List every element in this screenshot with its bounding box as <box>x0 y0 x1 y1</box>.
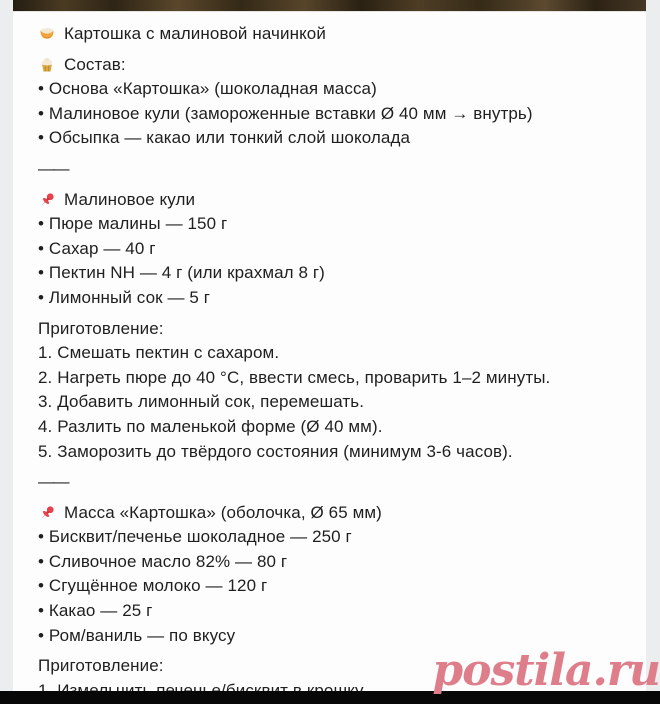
recipe-title <box>38 22 628 47</box>
composition-item: • Обсыпка — какао или тонкий слой шоколада <box>38 128 411 148</box>
coulis-preparation <box>38 317 628 465</box>
shell-header <box>38 501 628 526</box>
cupcake-emoji-icon <box>38 56 56 74</box>
preparation-step: 5. Заморозить до твёрдого состояния (минимум 3-6 часов). <box>38 441 513 461</box>
preparation-step: 1. Смешать пектин с сахаром. <box>38 343 280 363</box>
preparation-step: 2. Нагреть пюре до 40 °C, ввести смесь, проварить 1–2 минуты. <box>38 367 551 387</box>
recipe-title-text: Картошка с малиновой начинкой <box>64 24 326 43</box>
ingredient-item: • Пюре малины — 150 г <box>38 214 228 234</box>
ingredient-item: • Лимонный сок — 5 г <box>38 287 211 307</box>
post-card <box>13 0 646 691</box>
coulis-header-text: Малиновое кули <box>64 189 196 209</box>
ingredient-item: • Сахар — 40 г <box>38 238 156 258</box>
composition-header-text: Состав: <box>64 54 126 74</box>
pushpin-emoji-icon <box>38 191 56 209</box>
composition-item: • Малиновое кули (замороженные вставки Ø 40 мм → внутрь) <box>38 103 533 123</box>
preparation-label: Приготовление: <box>38 656 164 676</box>
recipe-text <box>13 12 646 703</box>
shell-section <box>38 501 628 649</box>
ingredient-item: • Бисквит/печенье шоколадное — 250 г <box>38 527 352 547</box>
divider: —— <box>38 472 67 492</box>
postila-watermark: postila.ru <box>432 645 660 696</box>
preparation-step: 4. Разлить по маленькой форме (Ø 40 мм). <box>38 416 383 436</box>
dessert-emoji-icon <box>38 25 56 43</box>
coulis-section <box>38 188 628 311</box>
divider: —— <box>38 158 67 178</box>
ingredient-item: • Какао — 25 г <box>38 601 153 621</box>
ingredient-item: • Сгущённое молоко — 120 г <box>38 576 268 596</box>
composition-section <box>38 53 628 151</box>
ingredient-item: • Пектин NH — 4 г (или крахмал 8 г) <box>38 263 325 283</box>
ingredient-item: • Ром/ваниль — по вкусу <box>38 625 236 645</box>
composition-item: • Основа «Картошка» (шоколадная масса) <box>38 79 377 99</box>
composition-header <box>38 53 628 78</box>
preparation-label: Приготовление: <box>38 318 164 338</box>
pushpin-emoji-icon <box>38 504 56 522</box>
coulis-header <box>38 188 628 213</box>
ingredient-item: • Сливочное масло 82% — 80 г <box>38 551 288 571</box>
shell-header-text: Масса «Картошка» (оболочка, Ø 65 мм) <box>64 502 382 522</box>
photo-bottom-edge <box>13 0 646 12</box>
preparation-step: 3. Добавить лимонный сок, перемешать. <box>38 392 365 412</box>
